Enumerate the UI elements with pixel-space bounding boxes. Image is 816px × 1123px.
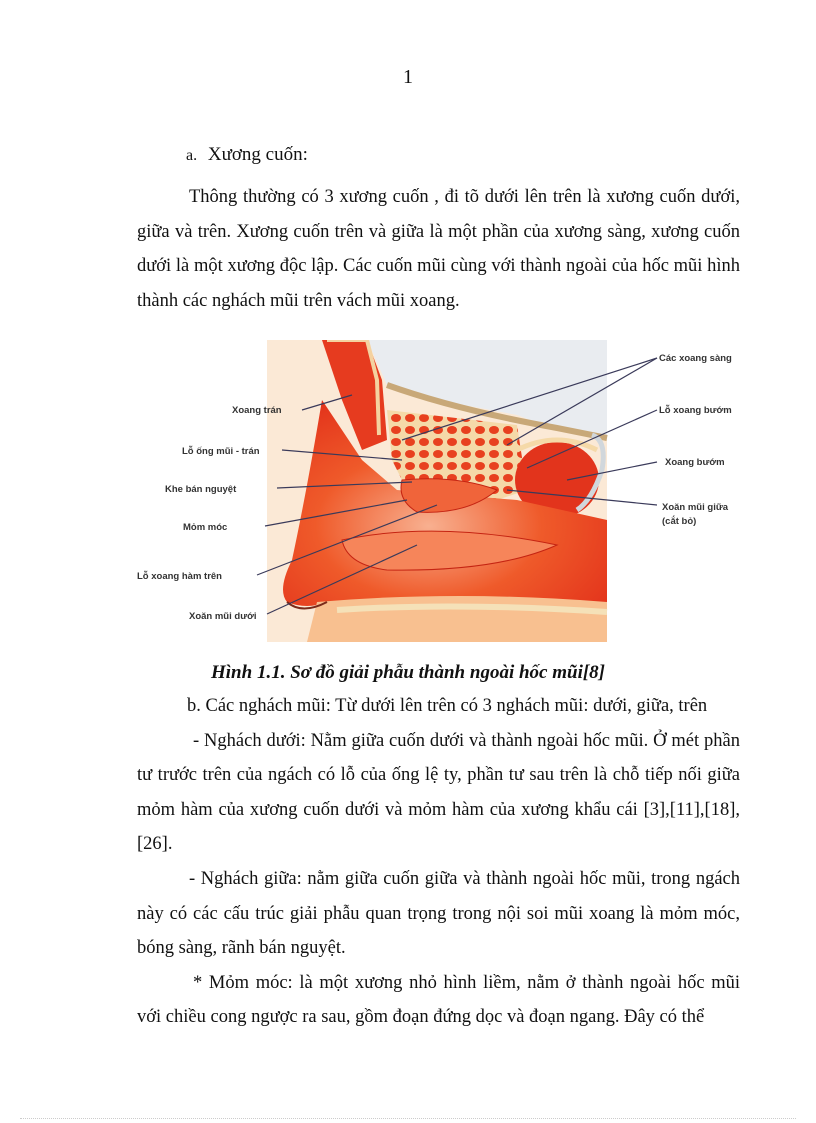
label-xoan-mui-duoi: Xoăn mũi dưới	[189, 611, 257, 622]
nasal-anatomy-figure	[137, 340, 757, 642]
section-b-intro: b. Các nghách mũi: Từ dưới lên trên có 3 nghách mũi: dưới, giữa, trên	[187, 696, 708, 716]
figure-caption: Hình 1.1. Sơ đồ giải phẫu thành ngoài hốc mũi[8]	[211, 662, 605, 683]
label-cat-bo: (cắt bỏ)	[662, 516, 697, 527]
label-lo-ong-mui-tran: Lỗ ống mũi - trán	[182, 446, 260, 457]
section-b-paragraph-3: * Mỏm móc: là một xương nhỏ hình liềm, nằm ở thành ngoài hốc mũi với chiều cong ngược ra sau, gồm đoạn đứng dọc và đoạn ngang. Đây có thể	[137, 972, 740, 1028]
label-mom-moc: Mỏm móc	[183, 522, 228, 533]
label-xoang-tran: Xoang trán	[232, 405, 282, 416]
section-b-paragraph-2: - Nghách giữa: nằm giữa cuốn giữa và thành ngoài hốc mũi, trong ngách này có các cấu trúc giải phẫu quan trọng trong nội soi mũi xoang là mỏm móc, bóng sàng, rãnh bán nguyệt.	[137, 868, 740, 959]
section-a-heading	[186, 144, 308, 166]
page-number: 1	[403, 66, 413, 88]
label-cac-xoang-sang: Các xoang sàng	[659, 353, 732, 364]
anatomy-illustration	[267, 340, 607, 642]
section-a-title: Xương cuốn:	[207, 144, 308, 165]
page-bottom-rule	[20, 1118, 796, 1119]
label-lo-xoang-ham-tren: Lỗ xoang hàm trên	[137, 571, 222, 582]
label-khe-ban-nguyet: Khe bán nguyệt	[165, 484, 237, 495]
label-xoan-mui-giua: Xoăn mũi giữa	[662, 502, 728, 513]
section-b-block	[137, 689, 740, 1035]
label-xoang-buom: Xoang bướm	[665, 457, 725, 468]
section-a-label: a.	[186, 147, 198, 164]
section-b-paragraph-1: - Nghách dưới: Nằm giữa cuốn dưới và thành ngoài hốc mũi. Ở mét phần tư trước trên của ngách có lỗ của ống lệ ty, phần tư sau trên là chỗ tiếp nối giữa mỏm hàm của xương cuốn dưới và mỏm hàm của xương khẩu cái [3],[11],[18],[26].	[137, 730, 740, 855]
section-a-paragraph: Thông thường có 3 xương cuốn , đi tõ dưới lên trên là xương cuốn dưới, giữa và trên. Xương cuốn trên và giữa là một phần của xương sàng, xương cuốn dưới là một xương độc lập. Các cuốn mũi cùng với thành ngoài của hốc mũi hình thành các nghách mũi trên vách mũi xoang.	[137, 187, 740, 311]
label-lo-xoang-buom: Lỗ xoang bướm	[659, 405, 732, 416]
